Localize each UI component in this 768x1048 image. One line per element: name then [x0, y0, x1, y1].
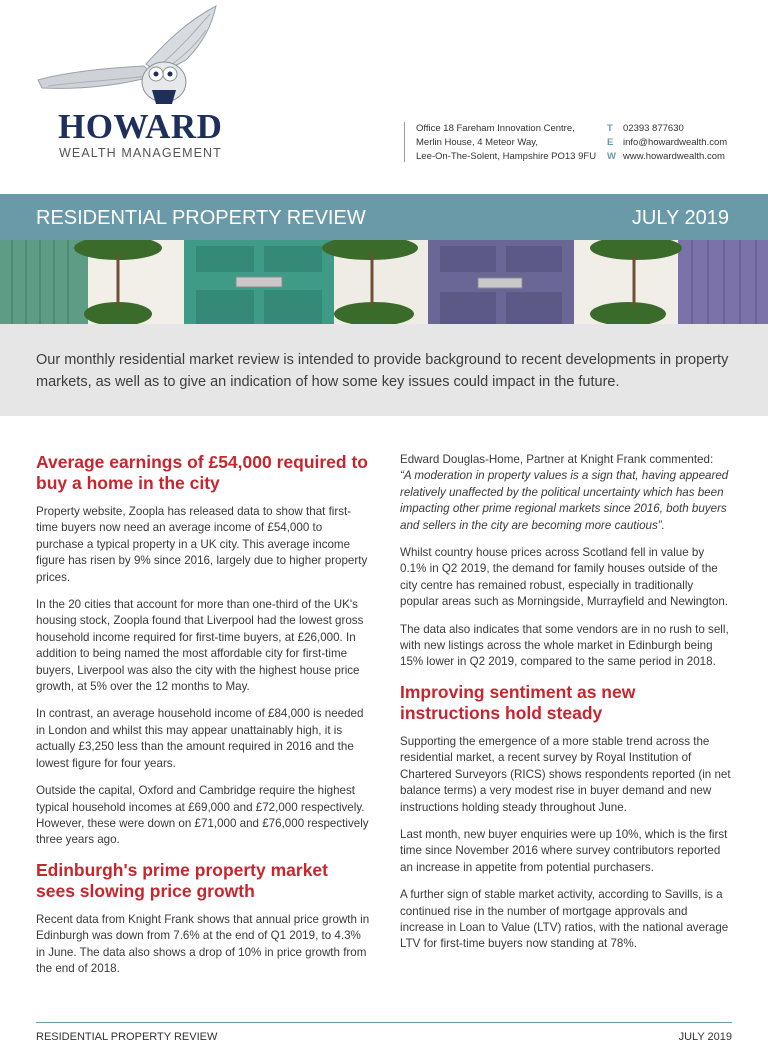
quote-paragraph: [400, 452, 732, 534]
paragraph: The data also indicates that some vendors are in no rush to sell, with new listings across the whole market in Edinburgh being 15% lower in Q2 2019, compared to the same period in 2018.: [400, 622, 729, 669]
banner-image: [0, 240, 768, 324]
left-column: [36, 452, 370, 988]
owl-logo-icon: [36, 2, 226, 110]
contact-email: [607, 136, 727, 150]
address-line-1: Office 18 Fareham Innovation Centre,: [416, 123, 575, 134]
section-heading-earnings: Average earnings of £54,000 required to buy a home in the city: [36, 452, 368, 493]
intro-panel: [0, 324, 768, 416]
footer-date: JULY 2019: [678, 1031, 732, 1043]
document-date: JULY 2019: [631, 207, 729, 229]
website-label: W: [607, 151, 616, 162]
footer-divider: [36, 1022, 732, 1023]
paragraph: Supporting the emergence of a more stable trend across the residential market, a recent survey by Royal Institution of Chartered Surveyors (RICS) shows respondents reported (in net balance terms) a very modest rise in buyer demand and new instructions holding steady throughout June.: [400, 734, 731, 814]
contact-block: [607, 122, 727, 164]
paragraph: Property website, Zoopla has released data to show that first-time buyers now need an average income of £54,000 to purchase a typical property in a UK city. This average income figure has risen by 9% since 2016, largely due to higher property prices.: [36, 505, 368, 584]
section-heading-edinburgh: Edinburgh's prime property market sees slowing price growth: [36, 859, 328, 901]
paragraph: Last month, new buyer enquiries were up 10%, which is the first time since November 2016 where survey contributors reported an increase in appetite from potential purchasers.: [400, 827, 728, 874]
address-block: [404, 122, 596, 162]
brand-subtitle: WEALTH MANAGEMENT: [59, 146, 222, 160]
brand-name: HOWARD: [58, 107, 223, 146]
contact-phone: [607, 122, 727, 136]
title-bar: [0, 194, 768, 240]
doors-illustration: [0, 240, 768, 324]
paragraph: In contrast, an average household income of £84,000 is needed in London and whilst this may appear unattainably high, it is actually £3,250 less than the amount required in 2016 and the lowest figure for four years.: [36, 707, 364, 770]
right-column: [400, 452, 732, 964]
section-heading-sentiment: Improving sentiment as new instructions hold steady: [400, 681, 636, 723]
paragraph: Whilst country house prices across Scotland fell in value by 0.1% in Q2 2019, the demand for family houses outside of the city centre has remained robust, especially in traditionally popular areas such as Morningside, Murrayfield and Newington.: [400, 546, 729, 609]
phone-label: T: [607, 123, 613, 134]
paragraph: Outside the capital, Oxford and Cambridge require the highest typical household incomes at £69,000 and £72,000 respectively. However, these were down on £71,000 and £76,000 respectively three years ago.: [36, 784, 369, 847]
address-line-3: Lee-On-The-Solent, Hampshire PO13 9FU: [416, 151, 597, 162]
intro-text: Our monthly residential market review is intended to provide background to recent developments in property markets, as well as to give an indication of how some key issues could impact in the future.: [36, 352, 729, 390]
address-line-2: Merlin House, 4 Meteor Way,: [416, 137, 538, 148]
company-logo: [36, 2, 226, 160]
email-value[interactable]: info@howardwealth.com: [623, 137, 728, 148]
page-header: [0, 0, 768, 192]
document-title: RESIDENTIAL PROPERTY REVIEW: [36, 207, 366, 229]
paragraph: In the 20 cities that account for more than one-third of the UK's housing stock, Zoopla found that Liverpool had the lowest gross household income required for first-time buyers, at £26,000. In addition to being named the most affordable city for first-time buyers, Liverpool was also the city with the highest house price growth, at 5% over the 12 months to May.: [36, 598, 364, 694]
contact-website: [607, 150, 727, 164]
quote-attribution: Edward Douglas-Home, Partner at Knight Frank commented:: [400, 453, 714, 466]
email-label: E: [607, 137, 614, 148]
quote-text: “A moderation in property values is a sign that, having appeared relatively unaffected by the political uncertainty which has been impacting other prime regional markets since 2016, both buyers and sellers in the city are becoming more cautious”.: [400, 469, 729, 532]
paragraph: A further sign of stable market activity, according to Savills, is a continued rise in the number of mortgage approvals and increase in Loan to Value (LTV) ratios, with the national average LTV for first-time buyers now standing at 78%.: [400, 888, 729, 951]
footer-title: RESIDENTIAL PROPERTY REVIEW: [36, 1031, 218, 1043]
phone-value[interactable]: 02393 877630: [623, 123, 684, 134]
paragraph: Recent data from Knight Frank shows that annual price growth in Edinburgh was down from 7.6% at the end of Q1 2019, to 4.3% in June. The data also shows a drop of 10% in price growth from the end of 2018.: [36, 912, 370, 975]
website-value[interactable]: www.howardwealth.com: [623, 151, 725, 162]
